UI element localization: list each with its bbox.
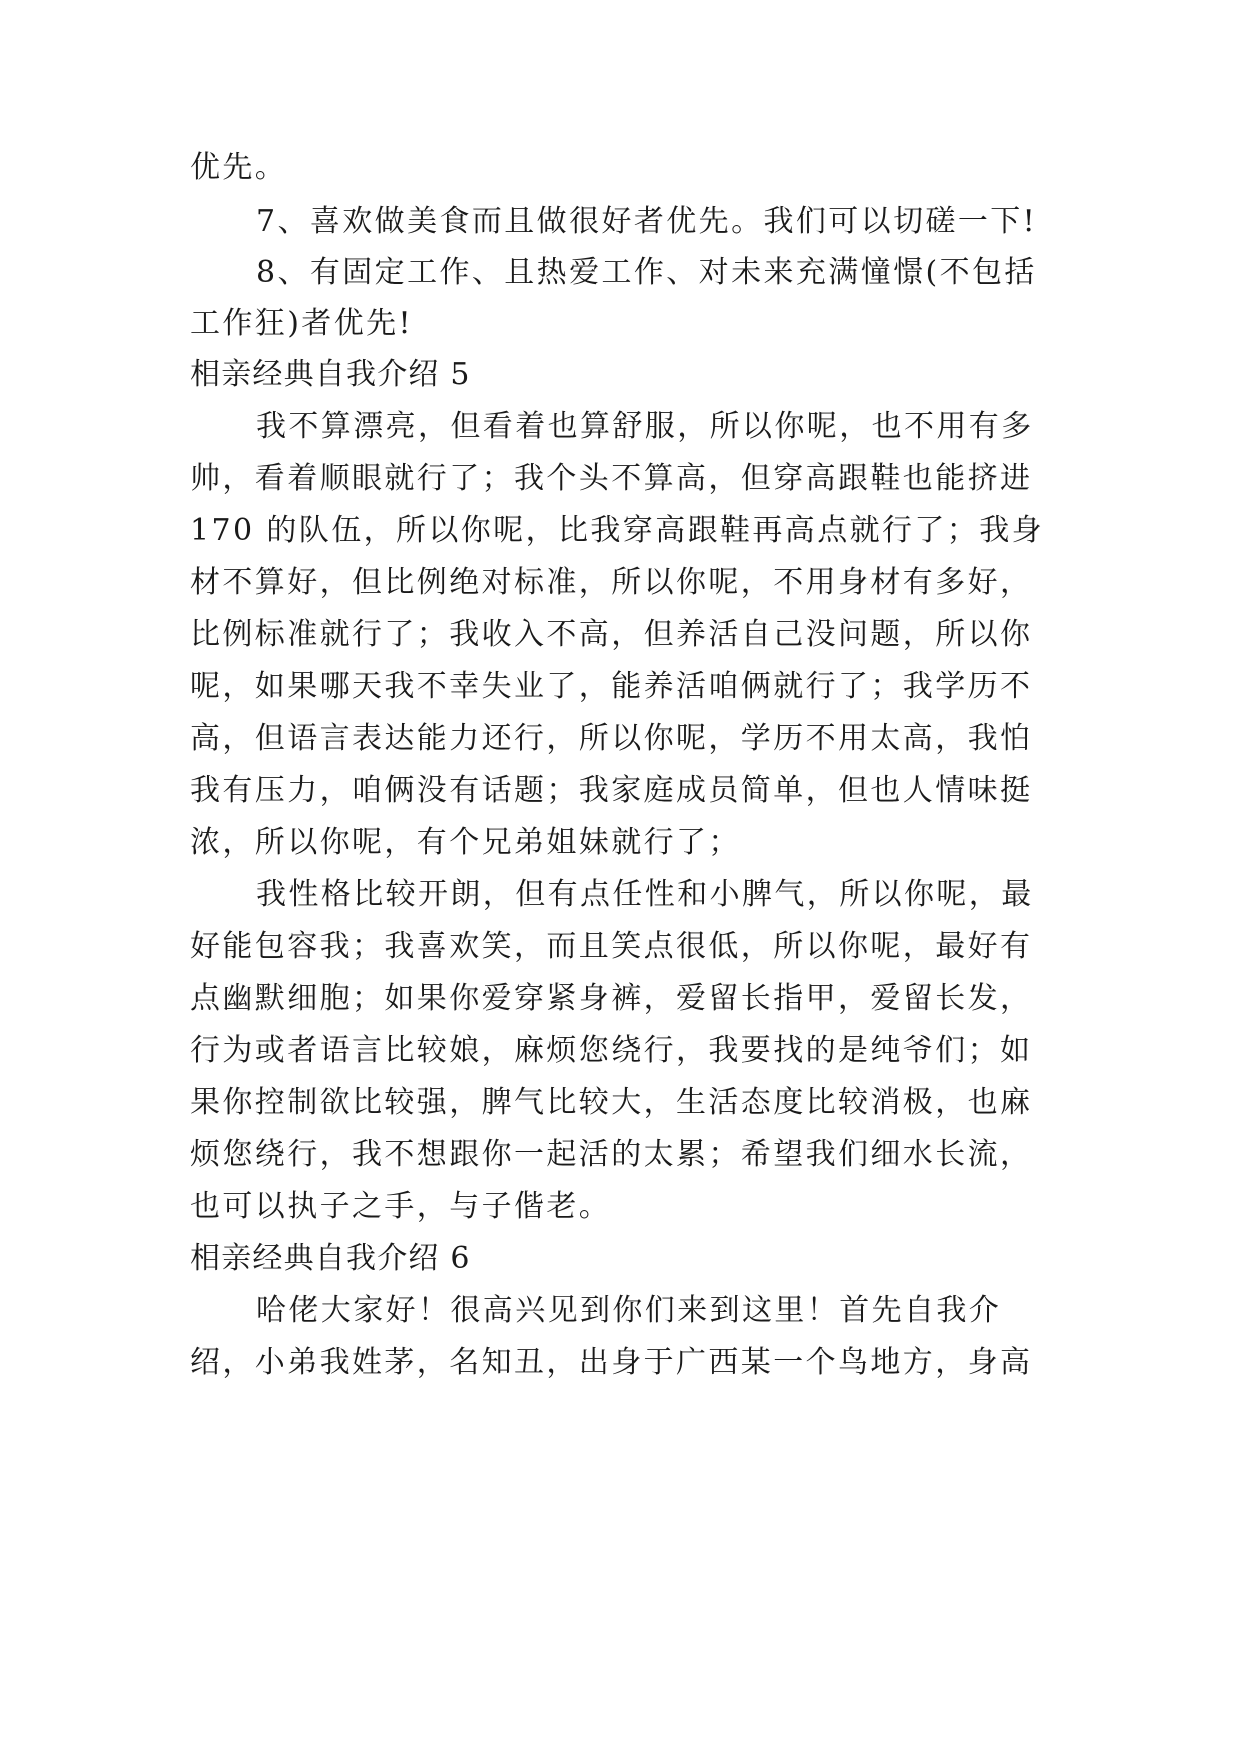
list-item-8: 8、有固定工作、且热爱工作、对未来充满憧憬(不包括 [256, 255, 1037, 290]
paragraph-line: 我有压力，咱俩没有话题；我家庭成员简单，但也人情味挺 [190, 773, 1033, 808]
paragraph-line: 也可以执子之手，与子偕老。 [190, 1189, 612, 1224]
paragraph-line: 材不算好，但比例绝对标准，所以你呢，不用身材有多好， [190, 565, 1033, 600]
paragraph-line: 我不算漂亮，但看着也算舒服，所以你呢，也不用有多 [256, 409, 1034, 444]
paragraph-line: 帅，看着顺眼就行了；我个头不算高，但穿高跟鞋也能挤进 [190, 461, 1033, 496]
list-item-7: 7、喜欢做美食而且做很好者优先。我们可以切磋一下! [256, 204, 1038, 239]
paragraph-line: 点幽默细胞；如果你爱穿紧身裤，爱留长指甲，爱留长发， [190, 981, 1033, 1016]
paragraph-line: 呢，如果哪天我不幸失业了，能养活咱俩就行了；我学历不 [190, 669, 1033, 704]
paragraph-line: 绍，小弟我姓茅，名知丑，出身于广西某一个鸟地方，身高 [190, 1345, 1033, 1380]
paragraph-line: 我性格比较开朗，但有点任性和小脾气，所以你呢，最 [256, 877, 1034, 912]
paragraph-line: 高，但语言表达能力还行，所以你呢，学历不用太高，我怕 [190, 721, 1033, 756]
paragraph-line: 比例标准就行了；我收入不高，但养活自己没问题，所以你 [190, 617, 1033, 652]
paragraph-line: 好能包容我；我喜欢笑，而且笑点很低，所以你呢，最好有 [190, 929, 1033, 964]
paragraph-line: 行为或者语言比较娘，麻烦您绕行，我要找的是纯爷们；如 [190, 1033, 1033, 1068]
section-heading-6: 相亲经典自我介绍 6 [190, 1241, 471, 1276]
paragraph-line: 果你控制欲比较强，脾气比较大，生活态度比较消极，也麻 [190, 1085, 1033, 1120]
paragraph-line: 哈佬大家好！很高兴见到你们来到这里！首先自我介 [256, 1293, 1002, 1328]
paragraph-line: 170 的队伍，所以你呢，比我穿高跟鞋再高点就行了；我身 [190, 513, 1044, 548]
paragraph-line: 工作狂)者优先! [190, 306, 413, 341]
section-heading-5: 相亲经典自我介绍 5 [190, 357, 471, 392]
paragraph-line: 优先。 [190, 150, 288, 185]
paragraph-line: 烦您绕行，我不想跟你一起活的太累；希望我们细水长流， [190, 1137, 1033, 1172]
paragraph-line: 浓，所以你呢，有个兄弟姐妹就行了； [190, 825, 741, 860]
